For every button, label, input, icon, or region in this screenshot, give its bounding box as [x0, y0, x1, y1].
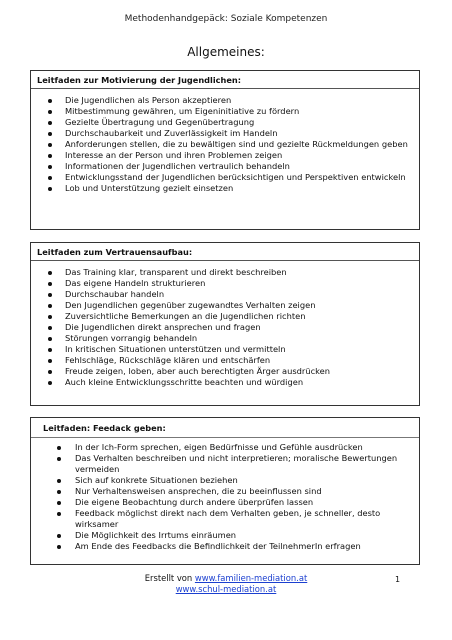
footer-prefix: Erstellt von: [144, 573, 195, 583]
list-item: Gezielte Übertragung und Gegenübertragung: [65, 117, 411, 128]
box-motivation-guide: [30, 70, 420, 230]
list-item: Die Jugendlichen direkt ansprechen und fragen: [65, 322, 411, 333]
list-item: Interesse an der Person und ihren Problemen zeigen: [65, 150, 411, 161]
list-item: Sich auf konkrete Situationen beziehen: [75, 475, 411, 486]
schul-mediation-link[interactable]: www.schul-mediation.at: [175, 584, 277, 594]
list-item: In der Ich-Form sprechen, eigen Bedürfnisse und Gefühle ausdrücken: [75, 442, 411, 453]
bullet-list: [75, 442, 411, 552]
list-item: Zuversichtliche Bemerkungen an die Jugendlichen richten: [65, 311, 411, 322]
box-feedback-guide: [30, 417, 420, 565]
bullet-list: [65, 267, 411, 388]
list-item: Durchschaubar handeln: [65, 289, 411, 300]
list-item: Nur Verhaltensweisen ansprechen, die zu beeinflussen sind: [75, 486, 411, 497]
list-item: Durchschaubarkeit und Zuverlässigkeit im Handeln: [65, 128, 411, 139]
list-item: Den Jugendlichen gegenüber zugewandtes Verhalten zeigen: [65, 300, 411, 311]
list-item: Feedback möglichst direkt nach dem Verhalten geben, je schneller, desto wirksamer: [75, 508, 411, 530]
bullet-list: [65, 95, 411, 194]
list-item: Die eigene Beobachtung durch andere überprüfen lassen: [75, 497, 411, 508]
list-item: Die Jugendlichen als Person akzeptieren: [65, 95, 411, 106]
list-item: Mitbestimmung gewähren, um Eigeninitiative zu fördern: [65, 106, 411, 117]
box-heading: Leitfaden: Feedack geben:: [31, 418, 419, 438]
list-item: Lob und Unterstützung gezielt einsetzen: [65, 183, 411, 194]
list-item: In kritischen Situationen unterstützen und vermitteln: [65, 344, 411, 355]
box-heading: Leitfaden zum Vertrauensaufbau:: [31, 243, 419, 261]
footer-line-2: [0, 584, 452, 595]
list-item: Die Möglichkeit des Irrtums einräumen: [75, 530, 411, 541]
page-header: Methodenhandgepäck: Soziale Kompetenzen: [124, 14, 328, 24]
familien-mediation-link[interactable]: www.familien-mediation.at: [194, 573, 308, 583]
footer: [0, 573, 452, 595]
list-item: Entwicklungsstand der Jugendlichen berücksichtigen und Perspektiven entwickeln: [65, 172, 411, 183]
list-item: Störungen vorrangig behandeln: [65, 333, 411, 344]
section-title: Allgemeines:: [187, 45, 265, 59]
list-item: Anforderungen stellen, die zu bewältigen sind und gezielte Rückmeldungen geben: [65, 139, 411, 150]
list-item: Das Verhalten beschreiben und nicht interpretieren; moralische Bewertungen vermeiden: [75, 453, 411, 475]
box-body: [31, 438, 419, 552]
box-body: [31, 89, 419, 194]
list-item: Das Training klar, transparent und direkt beschreiben: [65, 267, 411, 278]
box-heading: Leitfaden zur Motivierung der Jugendlichen:: [31, 71, 419, 89]
list-item: Auch kleine Entwicklungsschritte beachten und würdigen: [65, 377, 411, 388]
list-item: Am Ende des Feedbacks die Befindlichkeit der TeilnehmerIn erfragen: [75, 541, 411, 552]
box-body: [31, 261, 419, 388]
page-number: 1: [395, 575, 401, 584]
list-item: Informationen der Jugendlichen vertraulich behandeln: [65, 161, 411, 172]
list-item: Fehlschläge, Rückschläge klären und entschärfen: [65, 355, 411, 366]
list-item: Das eigene Handeln strukturieren: [65, 278, 411, 289]
list-item: Freude zeigen, loben, aber auch berechtigten Ärger ausdrücken: [65, 366, 411, 377]
footer-line-1: [0, 573, 452, 584]
box-trust-guide: [30, 242, 420, 406]
